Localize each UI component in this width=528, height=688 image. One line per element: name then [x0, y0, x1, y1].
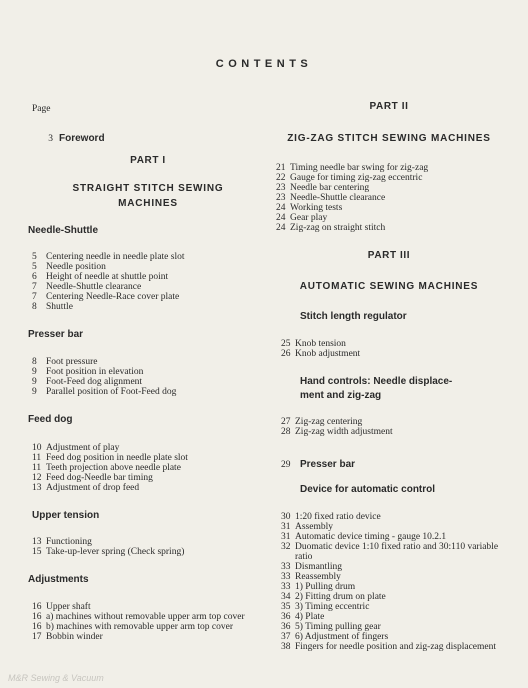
- toc-item: 34 2) Fitting drum on plate: [281, 592, 386, 602]
- section-list-upper-tension: [32, 537, 264, 557]
- presser-bar-label: Presser bar: [300, 459, 356, 470]
- toc-item: 31 Automatic device timing - gauge 10.2.1: [281, 532, 447, 542]
- toc-item: 30 1:20 fixed ratio device: [281, 512, 381, 522]
- toc-item: 8 Shuttle: [32, 302, 73, 312]
- section-list-needle-shuttle: [32, 252, 264, 312]
- toc-item: 23 Needle bar centering: [276, 183, 370, 193]
- section-heading-upper-tension: Upper tension: [32, 510, 100, 521]
- watermark: M&R Sewing & Vacuum: [8, 673, 104, 683]
- part1-title-line2: MACHINES: [118, 198, 178, 209]
- toc-item: 13 Adjustment of drop feed: [32, 483, 140, 493]
- toc-item: 5 Needle position: [32, 262, 106, 272]
- section-heading-adjustments: Adjustments: [28, 574, 89, 585]
- toc-item: 17 Bobbin winder: [32, 632, 103, 642]
- toc-item: 6 Height of needle at shuttle point: [32, 272, 169, 282]
- section-list-part2: [276, 163, 502, 233]
- toc-item: 15 Take-up-lever spring (Check spring): [32, 547, 185, 557]
- toc-item: 8 Foot pressure: [32, 357, 98, 367]
- presser-bar-entry: [281, 454, 507, 472]
- toc-item: 16 a) machines without removable upper arm top cover: [32, 612, 245, 622]
- toc-item: 25 Knob tension: [281, 339, 346, 349]
- toc-item: 9 Foot position in elevation: [32, 367, 144, 377]
- foreword-page-number: 3: [48, 134, 53, 144]
- page-title: CONTENTS: [215, 58, 313, 70]
- toc-item: 11 Feed dog position in needle plate slot: [32, 453, 188, 463]
- foreword-label: Foreword: [59, 133, 105, 144]
- toc-item: 33 Reassembly: [281, 572, 341, 582]
- section-list-presser-bar: [32, 357, 264, 397]
- toc-item: 26 Knob adjustment: [281, 349, 361, 359]
- toc-item: 33 1) Pulling drum: [281, 582, 356, 592]
- section-heading-automatic-control: Device for automatic control: [300, 484, 436, 495]
- toc-item: 11 Teeth projection above needle plate: [32, 463, 181, 473]
- toc-item: 33 Dismantling: [281, 562, 342, 572]
- part1-label: PART I: [130, 155, 166, 166]
- toc-item: 27 Zig-zag centering: [281, 417, 363, 427]
- toc-item: 10 Adjustment of play: [32, 443, 120, 453]
- section-heading-feed-dog: Feed dog: [28, 414, 73, 425]
- toc-item: 36 5) Timing pulling gear: [281, 622, 381, 632]
- toc-item: 24 Zig-zag on straight stitch: [276, 223, 386, 233]
- section-heading-stitch-length: Stitch length regulator: [300, 311, 407, 322]
- toc-item: 5 Centering needle in needle plate slot: [32, 252, 185, 262]
- foreword-entry: [32, 128, 264, 146]
- toc-item: 9 Foot-Feed dog alignment: [32, 377, 143, 387]
- section-heading-hand-controls-line2: ment and zig-zag: [300, 390, 382, 401]
- section-list-hand-controls: [281, 417, 507, 437]
- page-column-label: Page: [32, 104, 51, 114]
- section-list-adjustments: [32, 602, 264, 642]
- presser-bar-page-number: 29: [281, 460, 291, 470]
- section-list-feed-dog: [32, 443, 264, 493]
- section-heading-needle-shuttle: Needle-Shuttle: [28, 225, 99, 236]
- section-list-automatic-control: [281, 512, 507, 652]
- toc-item: 35 3) Timing eccentric: [281, 602, 370, 612]
- toc-item: 23 Needle-Shuttle clearance: [276, 193, 386, 203]
- section-heading-hand-controls-line1: Hand controls: Needle displace-: [300, 376, 453, 387]
- toc-item: 36 4) Plate: [281, 612, 325, 622]
- toc-item: 7 Needle-Shuttle clearance: [32, 282, 142, 292]
- part1-title-line1: STRAIGHT STITCH SEWING: [72, 183, 224, 194]
- toc-item: 28 Zig-zag width adjustment: [281, 427, 393, 437]
- section-heading-presser-bar: Presser bar: [28, 329, 84, 340]
- toc-item: 24 Gear play: [276, 213, 328, 223]
- toc-item: 37 6) Adjustment of fingers: [281, 632, 389, 642]
- toc-item: 16 b) machines with removable upper arm top cover: [32, 622, 234, 632]
- section-list-stitch-length: [281, 339, 507, 359]
- toc-item: 22 Gauge for timing zig-zag eccentric: [276, 173, 423, 183]
- toc-item: 31 Assembly: [281, 522, 333, 532]
- toc-item: 16 Upper shaft: [32, 602, 91, 612]
- part2-label: PART II: [369, 101, 409, 112]
- toc-item: 12 Feed dog-Needle bar timing: [32, 473, 153, 483]
- toc-item: 38 Fingers for needle position and zig-zag displacement: [281, 642, 497, 652]
- toc-item: 13 Functioning: [32, 537, 92, 547]
- part2-title: ZIG-ZAG STITCH SEWING MACHINES: [287, 133, 491, 144]
- part3-label: PART III: [367, 250, 411, 261]
- toc-item: 7 Centering Needle-Race cover plate: [32, 292, 180, 302]
- toc-item: 24 Working tests: [276, 203, 343, 213]
- toc-item: 32 Duomatic device 1:10 fixed ratio and 30:110 variable ratio: [281, 542, 499, 562]
- toc-item: 9 Parallel position of Foot-Feed dog: [32, 387, 177, 397]
- toc-item: 21 Timing needle bar swing for zig-zag: [276, 163, 429, 173]
- part3-title: AUTOMATIC SEWING MACHINES: [299, 281, 479, 292]
